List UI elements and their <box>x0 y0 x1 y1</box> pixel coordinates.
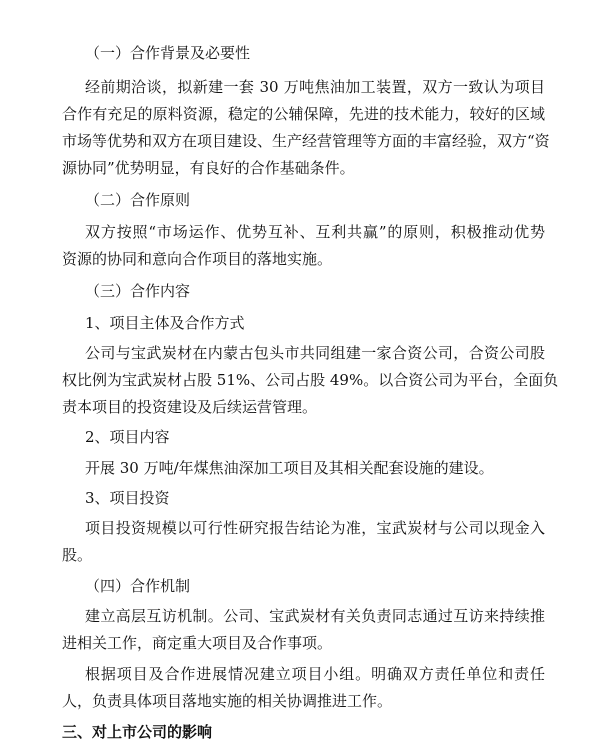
paragraph-line: 股。 <box>62 546 93 564</box>
paragraph-line: 根据项目及合作进展情况建立项目小组。明确双方责任单位和责任 <box>85 665 545 683</box>
paragraph-line: 项目投资规模以可行性研究报告结论为准，宝武炭材与公司以现金入 <box>85 519 545 537</box>
paragraph-line: 源协同”优势明显，有良好的合作基础条件。 <box>62 159 355 177</box>
subheading-project: 2、项目内容 <box>85 428 170 446</box>
paragraph-line: 资源的协同和意向合作项目的落地实施。 <box>62 250 333 268</box>
paragraph-line: 开展 30 万吨/年煤焦油深加工项目及其相关配套设施的建设。 <box>85 459 494 477</box>
paragraph-line: 合作有充足的原料资源，稳定的公辅保障，先进的技术能力，较好的区域 <box>62 105 545 123</box>
subheading-investment: 3、项目投资 <box>85 489 170 507</box>
paragraph-line: 建立高层互访机制。公司、宝武炭材有关负责同志通过互访来持续推 <box>85 607 545 625</box>
paragraph-line: 公司与宝武炭材在内蒙古包头市共同组建一家合资公司，合资公司股 <box>85 344 545 362</box>
paragraph-line: 市场等优势和双方在项目建设、生产经营管理等方面的丰富经验，双方“资 <box>62 132 550 150</box>
section-heading-content: （三）合作内容 <box>85 282 191 300</box>
subheading-entity: 1、项目主体及合作方式 <box>85 314 245 332</box>
paragraph-line: 权比例为宝武炭材占股 51%、公司占股 49%。以合资公司为平台，全面负 <box>62 371 559 389</box>
section-heading-impact: 三、对上市公司的影响 <box>62 723 213 741</box>
section-heading-principle: （二）合作原则 <box>85 191 191 209</box>
paragraph-line: 经前期洽谈，拟新建一套 30 万吨焦油加工装置，双方一致认为项目 <box>85 78 545 96</box>
paragraph-line: 进相关工作，商定重大项目及合作事项。 <box>62 634 333 652</box>
paragraph-line: 人，负责具体项目落地实施的相关协调推进工作。 <box>62 692 393 710</box>
paragraph-line: 责本项目的投资建设及后续运营管理。 <box>62 398 318 416</box>
section-heading-background: （一）合作背景及必要性 <box>85 44 251 62</box>
paragraph-line: 双方按照“市场运作、优势互补、互利共赢”的原则，积极推动优势 <box>85 223 545 241</box>
section-heading-mechanism: （四）合作机制 <box>85 577 191 595</box>
